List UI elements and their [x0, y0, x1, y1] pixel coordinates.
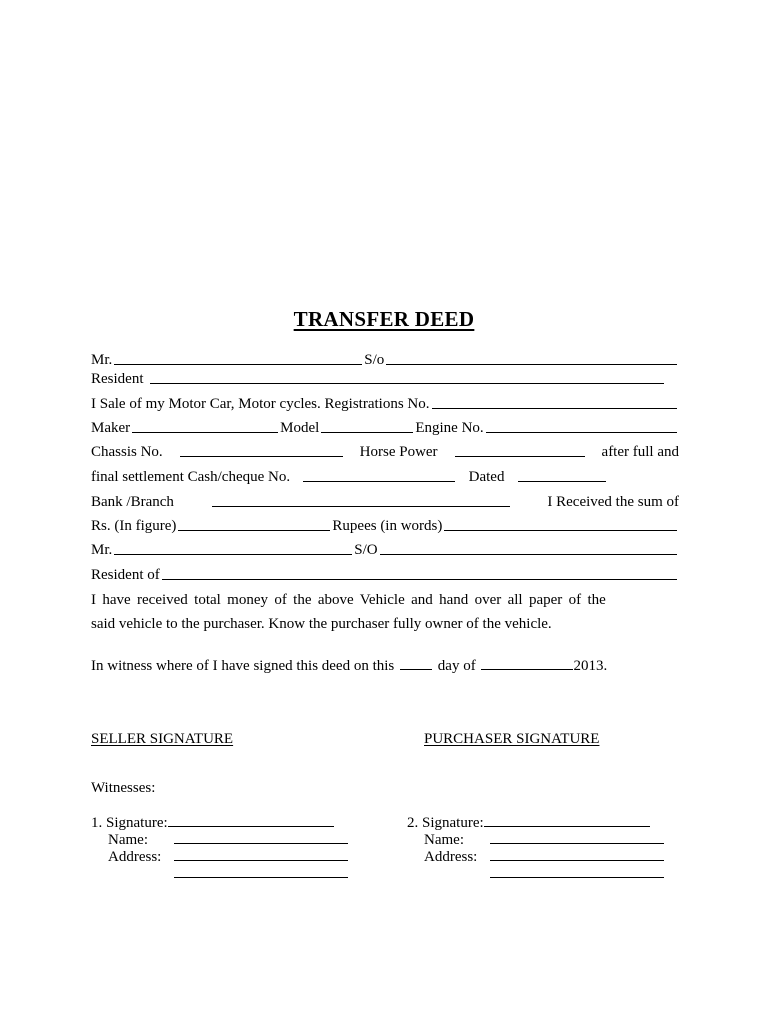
paragraph-line-2: said vehicle to the purchaser. Know the purchaser fully owner of the vehicle.: [91, 616, 552, 632]
blank-witness-1-name[interactable]: [174, 830, 348, 844]
witness-2-address-row: Address:: [424, 847, 666, 866]
blank-witness-1-address-2[interactable]: [174, 864, 348, 878]
blank-resident[interactable]: [150, 370, 664, 384]
line-bank-branch: Bank /Branch I Received the sum of: [91, 494, 679, 510]
witnesses-heading: Witnesses:: [91, 780, 156, 796]
witness-1-address-row-2: [172, 864, 350, 883]
line-resident: Resident: [91, 370, 679, 388]
line-mr-so-2: Mr. S/O: [91, 541, 679, 559]
witness-2-signature-row: 2. Signature:: [407, 813, 652, 832]
blank-engine-no[interactable]: [486, 419, 677, 433]
witness-2-address-row-2: [488, 864, 666, 883]
purchaser-signature-label: PURCHASER SIGNATURE: [424, 731, 600, 747]
blank-mr-name-2[interactable]: [114, 541, 352, 555]
witness-2-name-row: Name:: [424, 830, 666, 849]
blank-witness-2-address-2[interactable]: [490, 864, 664, 878]
blank-day[interactable]: [400, 656, 432, 670]
blank-amount-words[interactable]: [444, 517, 677, 531]
seller-signature-label: SELLER SIGNATURE: [91, 731, 234, 747]
witness-statement: In witness where of I have signed this deed on this day of 2013.: [91, 658, 608, 674]
blank-witness-2-address[interactable]: [490, 847, 664, 861]
line-maker-model-engine: Maker Model Engine No.: [91, 419, 679, 437]
blank-amount-figure[interactable]: [178, 517, 330, 531]
blank-month[interactable]: [481, 656, 573, 670]
blank-registration-no[interactable]: [432, 395, 677, 409]
blank-dated[interactable]: [518, 468, 606, 482]
blank-maker[interactable]: [132, 419, 278, 433]
blank-mr-name[interactable]: [114, 351, 362, 365]
line-rupees: Rs. (In figure) Rupees (in words): [91, 517, 679, 535]
blank-witness-2-signature[interactable]: [484, 813, 650, 827]
blank-witness-1-signature[interactable]: [168, 813, 334, 827]
blank-horse-power[interactable]: [455, 443, 585, 457]
blank-model[interactable]: [321, 419, 413, 433]
blank-witness-1-address[interactable]: [174, 847, 348, 861]
blank-chassis-no[interactable]: [180, 443, 343, 457]
line-chassis-hp: Chassis No. Horse Power after full and: [91, 444, 679, 460]
line-resident-of: Resident of: [91, 566, 679, 584]
line-final-settlement: final settlement Cash/cheque No. Dated: [91, 468, 679, 486]
blank-so-name[interactable]: [386, 351, 677, 365]
blank-so-name-2[interactable]: [380, 541, 677, 555]
witness-1-address-row: Address:: [108, 847, 350, 866]
line-mr-so: Mr. S/o: [91, 351, 679, 369]
paragraph-line-1: I have received total money of the above Vehicle and hand over all paper of the: [91, 592, 606, 608]
document-title: TRANSFER DEED: [293, 307, 475, 331]
blank-cheque-no[interactable]: [303, 468, 455, 482]
witness-1-signature-row: 1. Signature:: [91, 813, 336, 832]
witness-1-name-row: Name:: [108, 830, 350, 849]
blank-resident-of[interactable]: [162, 566, 677, 580]
blank-witness-2-name[interactable]: [490, 830, 664, 844]
line-registration: I Sale of my Motor Car, Motor cycles. Registrations No.: [91, 395, 679, 413]
blank-bank-branch[interactable]: [212, 493, 510, 507]
